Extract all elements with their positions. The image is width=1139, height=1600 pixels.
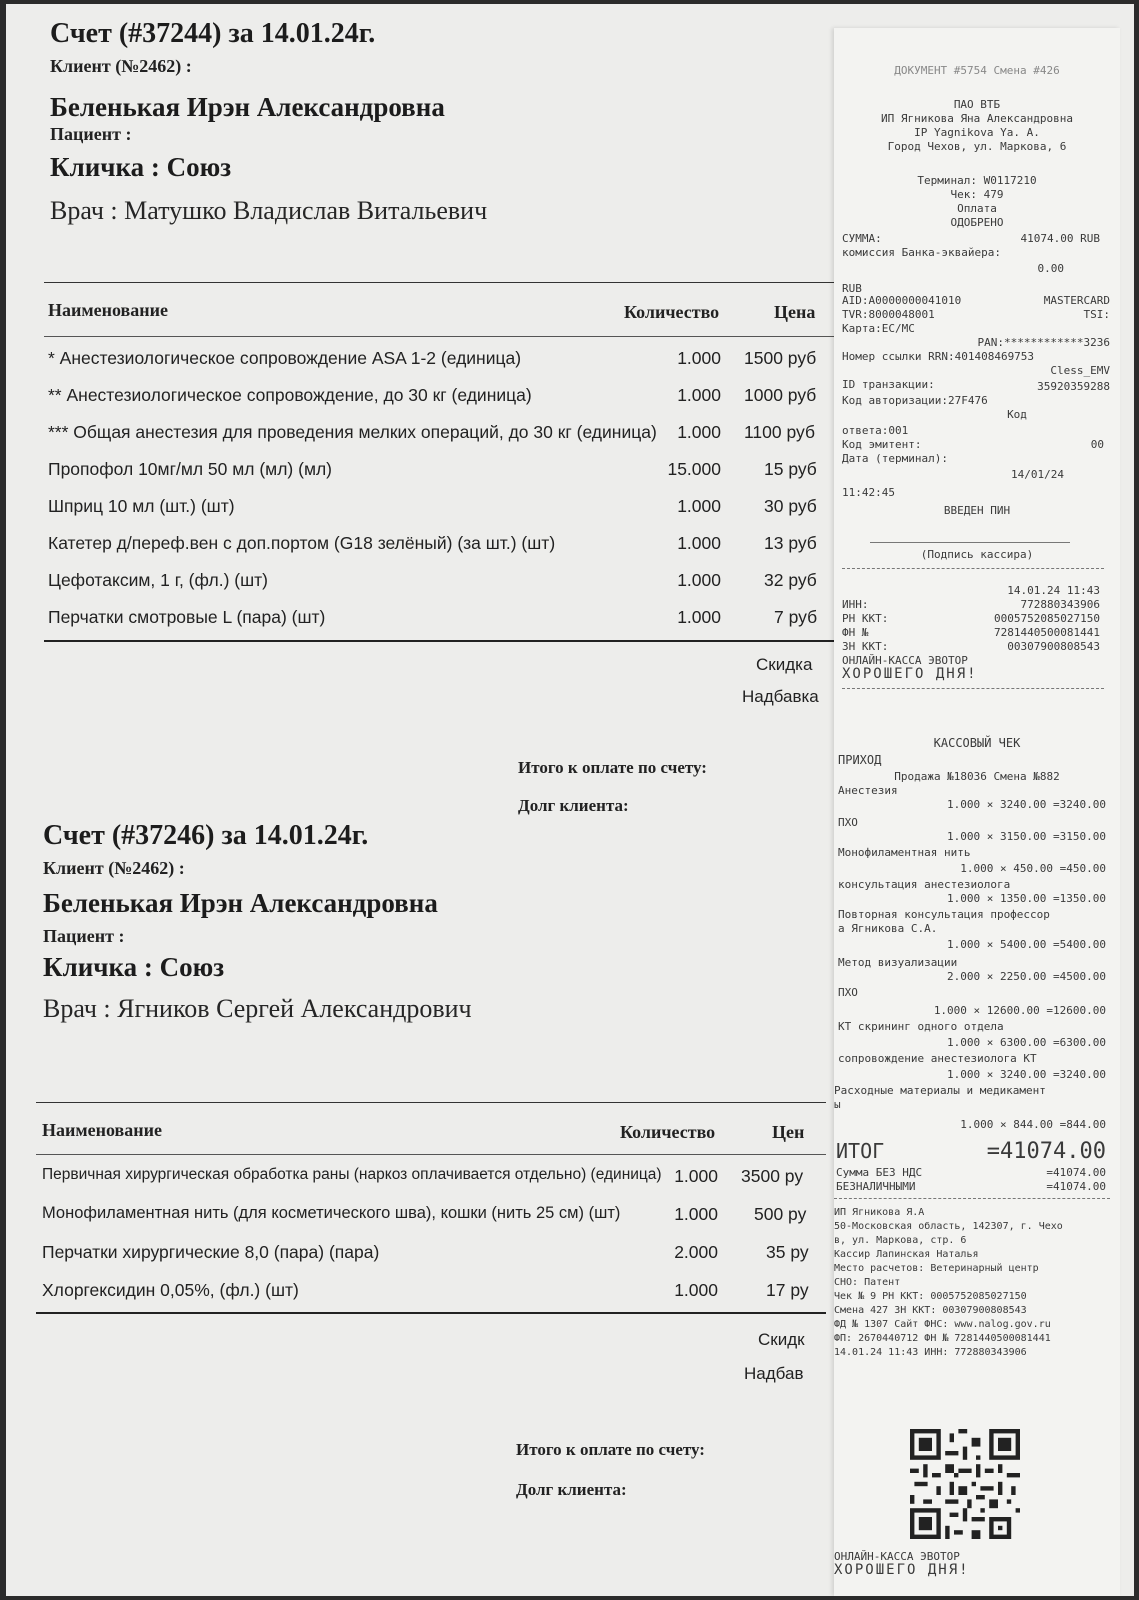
receipt-issuer-value: 00: [1090, 438, 1104, 451]
receipt-footer-line: Чек № 9 РН ККТ: 0005752085027150: [834, 1291, 1027, 1302]
client-name: Беленькая Ирэн Александровна: [50, 92, 445, 122]
receipt-itog-label: ИТОГ: [836, 1139, 885, 1163]
receipt-rn-value: 0005752085027150: [994, 612, 1100, 625]
receipt-date-value: 14/01/24: [1011, 468, 1064, 481]
receipt-terminal: Терминал: W0117210: [917, 174, 1037, 187]
col-header-name: Наименование: [48, 300, 168, 320]
discount-label: Скидк: [758, 1330, 805, 1349]
row-qty: 1.000: [674, 1204, 718, 1224]
receipt-auth: Код авторизации:27F476: [842, 394, 988, 407]
discount-label: Скидка: [756, 655, 813, 674]
row-name: Цефотаксим, 1 г, (фл.) (шт): [48, 570, 268, 590]
receipt-sign: (Подпись кассира): [920, 548, 1034, 561]
receipt-footer-line: в, ул. Маркова, стр. 6: [834, 1235, 967, 1246]
signature-line: [870, 542, 1070, 543]
row-price: 3500 ру: [741, 1166, 804, 1186]
receipt-footer-line: ФД № 1307 Сайт ФНС: www.nalog.gov.ru: [834, 1319, 1051, 1330]
receipt-item-calc: 1.000 × 844.00 =844.00: [960, 1118, 1106, 1131]
receipt-item-calc: 1.000 × 6300.00 =6300.00: [947, 1036, 1106, 1049]
receipt-merchant-addr: Город Чехов, ул. Маркова, 6: [887, 140, 1067, 153]
receipt-cashless-label: БЕЗНАЛИЧНЫМИ: [836, 1180, 916, 1193]
receipt-commission-label: комиссия Банка-эквайера:: [842, 246, 1001, 259]
col-header-qty: Количество: [624, 302, 720, 322]
receipt-txn-value: 35920359288: [1037, 380, 1110, 393]
qr-code-icon: [910, 1428, 1020, 1540]
receipt-code-label: Код: [1007, 408, 1027, 421]
receipt-commission-value: 0.00: [1037, 262, 1064, 275]
debt-label: Долг клиента:: [518, 796, 629, 815]
receipt-item-name: сопровождение анестезиолога КТ: [838, 1052, 1037, 1065]
receipt-footer-line: 14.01.24 11:43 ИНН: 772880343906: [834, 1347, 1027, 1358]
row-price: 30 руб: [764, 496, 817, 516]
receipt-item-calc: 1.000 × 3240.00 =3240.00: [947, 798, 1106, 811]
receipt-aid: AID:A0000000041010: [842, 294, 962, 307]
receipt-sum-value: 41074.00 RUB: [1020, 232, 1100, 245]
receipt-pin: ВВЕДЕН ПИН: [943, 504, 1011, 517]
total-label: Итого к оплате по счету:: [518, 758, 707, 777]
row-qty: 1.000: [677, 422, 721, 442]
receipt-approved: ОДОБРЕНО: [950, 216, 1004, 229]
row-qty: 1.000: [677, 607, 721, 627]
receipt-divider: [834, 1198, 1110, 1199]
receipt-item-name: Расходные материалы и медикамент: [834, 1084, 1046, 1097]
receipt-footer-line: СНО: Патент: [834, 1277, 901, 1288]
receipt-footer-line: Место расчетов: Ветеринарный центр: [834, 1263, 1039, 1274]
row-name: Монофиламентная нить (для косметического шва), кошки (нить 25 см) (шт): [42, 1204, 621, 1222]
receipt-itog-value: =41074.00: [986, 1139, 1106, 1164]
col-header-price: Цена: [774, 302, 816, 322]
markup-label: Надбав: [744, 1364, 804, 1383]
receipt-resp: ответа:001: [842, 424, 909, 437]
receipt-merchant-en: IP Yagnikova Ya. A.: [914, 126, 1040, 139]
row-qty: 15.000: [667, 459, 721, 479]
pet-name: Кличка : Союз: [43, 952, 225, 982]
receipt-item-calc: 1.000 × 450.00 =450.00: [960, 862, 1106, 875]
row-qty: 1.000: [674, 1280, 718, 1300]
receipt-merchant: ИП Ягникова Яна Александровна: [880, 112, 1074, 125]
receipt-inn-value: 772880343906: [1020, 598, 1100, 611]
receipt-item-calc: 1.000 × 1350.00 =1350.00: [947, 892, 1106, 905]
receipt-item-name: Анестезия: [838, 784, 898, 797]
doctor-name: Врач : Ягников Сергей Александрович: [43, 994, 472, 1023]
row-qty: 1.000: [677, 570, 721, 590]
total-label: Итого к оплате по счету:: [516, 1440, 705, 1459]
table-top-rule: [44, 282, 834, 283]
row-price: 1100 руб: [744, 422, 815, 442]
table-bottom-rule: [44, 640, 834, 642]
row-price: 500 ру: [754, 1204, 807, 1224]
patient-label: Пациент :: [50, 124, 132, 144]
col-header-price: Цен: [772, 1122, 805, 1142]
receipt-nds-value: =41074.00: [1046, 1166, 1106, 1179]
receipt-rn-label: РН ККТ:: [842, 612, 889, 625]
receipt-cless: Cless_EMV: [1050, 364, 1110, 377]
receipt-footer-line: Смена 427 ЗН ККТ: 00307900808543: [834, 1305, 1027, 1316]
row-price: 15 руб: [764, 459, 817, 479]
row-name: Перчатки хирургические 8,0 (пара) (пара): [42, 1242, 380, 1262]
doctor-name: Врач : Матушко Владислав Витальевич: [50, 196, 488, 225]
receipt-item-name: консультация анестезиолога: [838, 878, 1011, 891]
receipt-strip: [834, 28, 1120, 1596]
receipt-item-name: Повторная консультация профессор: [838, 908, 1050, 921]
receipt-doc-header: ДОКУМЕНТ #5754 Смена #426: [894, 64, 1060, 77]
receipt-footer-line: 50-Московская область, 142307, г. Чехо: [834, 1221, 1063, 1232]
receipt-issuer-label: Код эмитент:: [842, 438, 922, 451]
receipt-tvr: TVR:8000048001: [842, 308, 935, 321]
receipt-item-name: ПХО: [838, 986, 858, 999]
receipt-check-no: Чек: 479: [950, 188, 1004, 201]
receipt-item-name: Монофиламентная нить: [838, 846, 971, 859]
row-price: 17 ру: [766, 1280, 809, 1300]
receipt-nds-label: Сумма БЕЗ НДС: [836, 1166, 923, 1179]
row-name: Перчатки смотровые L (пара) (шт): [48, 607, 326, 627]
col-header-qty: Количество: [620, 1122, 716, 1142]
receipt-divider: [842, 688, 1104, 689]
row-name: Хлоргексидин 0,05%, (фл.) (шт): [42, 1280, 299, 1300]
invoice-sheet: [6, 4, 1134, 1596]
receipt-item-calc: 1.000 × 3150.00 =3150.00: [947, 830, 1106, 843]
receipt-footer-line: ИП Ягникова Я.А: [834, 1207, 925, 1218]
receipt-card: Карта:EC/MC: [842, 322, 915, 335]
receipt-fn-label: ФН №: [842, 626, 869, 639]
receipt-payment: Оплата: [957, 202, 997, 215]
receipt-currency: RUB: [842, 282, 862, 295]
receipt-inn-label: ИНН:: [842, 598, 869, 611]
row-qty: 1.000: [677, 348, 721, 368]
receipt-txn-label: ID транзакции:: [842, 378, 935, 391]
receipt-good-day2: ХОРОШЕГО ДНЯ!: [834, 1562, 970, 1578]
receipt-date-label: Дата (терминал):: [842, 452, 948, 465]
receipt-good-day: ХОРОШЕГО ДНЯ!: [842, 666, 978, 682]
receipt-prihod: ПРИХОД: [838, 753, 882, 767]
receipt-footer-line: Кассир Лапинская Наталья: [834, 1249, 979, 1260]
row-price: 1000 руб: [744, 385, 817, 405]
row-price: 1500 руб: [744, 348, 817, 368]
receipt-cashless-value: =41074.00: [1046, 1180, 1106, 1193]
table-bottom-rule: [36, 1312, 826, 1314]
receipt-item-name-cont: а Ягникова С.А.: [838, 922, 938, 935]
row-name: * Анестезиологическое сопровождение ASA 1-2 (единица): [48, 348, 522, 368]
markup-label: Надбавка: [742, 687, 819, 706]
row-name: ** Анестезиологическое сопровождение, до 30 кг (единица): [48, 385, 532, 405]
receipt-zn-value: 00307900808543: [1007, 640, 1100, 653]
receipt-cash-title: КАССОВЫЙ ЧЕК: [933, 736, 1021, 750]
receipt-stamp-dt: 14.01.24 11:43: [1007, 584, 1100, 597]
row-price: 35 ру: [766, 1242, 809, 1262]
receipt-pan: PAN:************3236: [977, 336, 1110, 349]
receipt-item-name: Метод визуализации: [838, 956, 958, 969]
row-qty: 2.000: [674, 1242, 718, 1262]
client-name: Беленькая Ирэн Александровна: [43, 888, 438, 918]
row-qty: 1.000: [677, 533, 721, 553]
client-label: Клиент (№2462) :: [43, 858, 185, 878]
debt-label: Долг клиента:: [516, 1480, 627, 1499]
receipt-rrn: Номер ссылки RRN:401408469753: [842, 350, 1035, 363]
row-name: Катетер д/переф.вен с доп.портом (G18 зелёный) (за шт.) (шт): [48, 533, 556, 553]
receipt-item-calc: 1.000 × 12600.00 =12600.00: [933, 1004, 1106, 1017]
patient-label: Пациент :: [43, 926, 125, 946]
receipt-zn-label: ЗН ККТ:: [842, 640, 889, 653]
receipt-tsi: TSI:: [1083, 308, 1110, 321]
receipt-bank: ПАО ВТБ: [953, 98, 1001, 111]
receipt-footer-line: ФП: 2670440712 ФН № 7281440500081441: [834, 1333, 1051, 1344]
header-rule: [44, 336, 834, 337]
receipt-item-name: ПХО: [838, 816, 858, 829]
client-label: Клиент (№2462) :: [50, 56, 192, 76]
receipt-time-value: 11:42:45: [842, 486, 895, 499]
invoice-title: Счет (#37246) за 14.01.24г.: [43, 820, 369, 851]
receipt-fn-value: 7281440500081441: [994, 626, 1100, 639]
row-price: 7 руб: [774, 607, 818, 627]
receipt-item-calc: 1.000 × 3240.00 =3240.00: [947, 1068, 1106, 1081]
receipt-item-calc: 1.000 × 5400.00 =5400.00: [947, 938, 1106, 951]
pet-name: Кличка : Союз: [50, 152, 232, 182]
row-name: Пропофол 10мг/мл 50 мл (мл) (мл): [48, 459, 333, 479]
receipt-sum-label: СУММА:: [842, 232, 882, 245]
row-qty: 1.000: [677, 385, 721, 405]
receipt-online: ОНЛАЙН-КАССА ЭВОТОР: [842, 654, 968, 667]
row-name: Первичная хирургическая обработка раны (наркоз оплачивается отдельно) (единица): [42, 1166, 662, 1183]
receipt-divider: [842, 568, 1104, 569]
row-name: *** Общая анестезия для проведения мелких операций, до 30 кг (единица): [48, 422, 657, 442]
row-price: 13 руб: [764, 533, 817, 553]
receipt-online2: ОНЛАЙН-КАССА ЭВОТОР: [834, 1550, 960, 1563]
row-name: Шприц 10 мл (шт.) (шт): [48, 496, 235, 516]
col-header-name: Наименование: [42, 1120, 162, 1140]
receipt-aid-brand: MASTERCARD: [1043, 294, 1110, 307]
receipt-item-name-cont: ы: [834, 1098, 841, 1111]
table-top-rule: [36, 1102, 826, 1103]
receipt-item-calc: 2.000 × 2250.00 =4500.00: [947, 970, 1106, 983]
receipt-item-name: КТ скрининг одного отдела: [838, 1020, 1004, 1033]
row-qty: 1.000: [674, 1166, 718, 1186]
invoice-title: Счет (#37244) за 14.01.24г.: [50, 18, 376, 49]
row-price: 32 руб: [764, 570, 817, 590]
receipt-sale: Продажа №18036 Смена №882: [894, 770, 1060, 783]
header-rule: [36, 1154, 826, 1155]
row-qty: 1.000: [677, 496, 721, 516]
